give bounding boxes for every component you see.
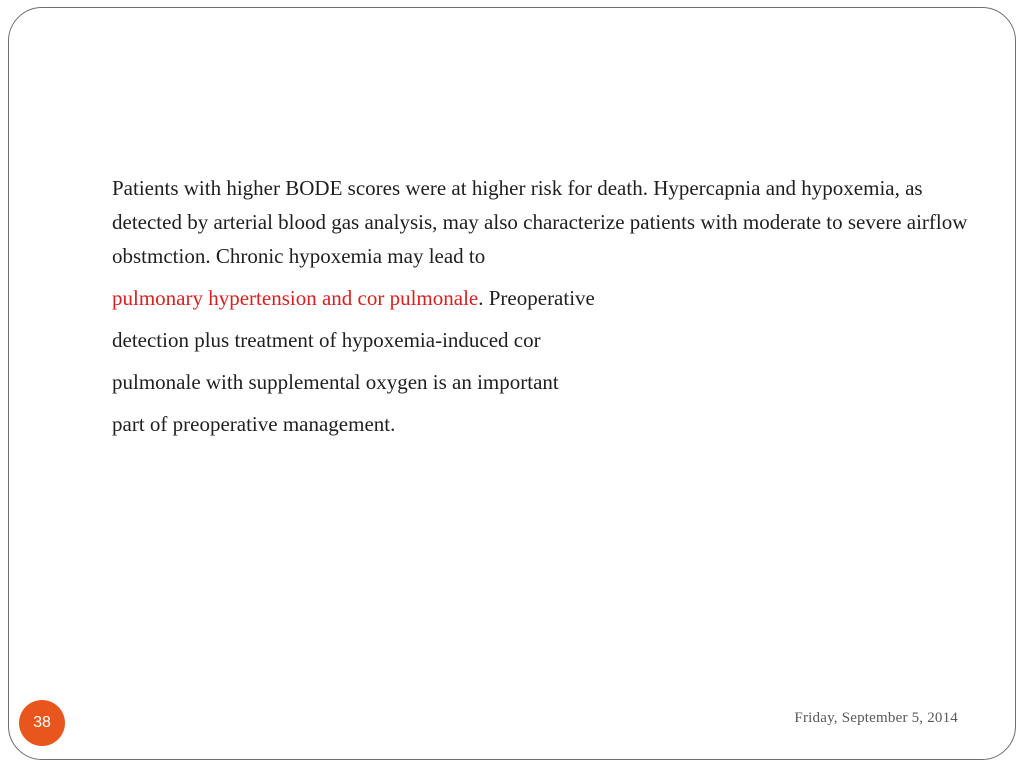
page-number-badge [19, 700, 65, 746]
highlight-line [112, 281, 972, 315]
slide-body [112, 171, 972, 449]
body-line-4: pulmonale with supplemental oxygen is an important [112, 370, 559, 394]
body-line-5: part of preoperative management. [112, 412, 396, 436]
body-line-3: detection plus treatment of hypoxemia-induced cor [112, 328, 541, 352]
highlight-line-rest: . Preoperative [478, 286, 595, 310]
highlighted-term: pulmonary hypertension and cor pulmonale [112, 286, 479, 310]
page-number: 38 [33, 714, 51, 731]
footer-date: Friday, September 5, 2014 [794, 710, 958, 726]
body-paragraph: Patients with higher BODE scores were at higher risk for death. Hypercapnia and hypoxemia, as detected by arterial blood gas analysis, may also characterize patients with moderate to severe airflow obstmction. Chronic hypoxemia may lead to [112, 176, 968, 268]
